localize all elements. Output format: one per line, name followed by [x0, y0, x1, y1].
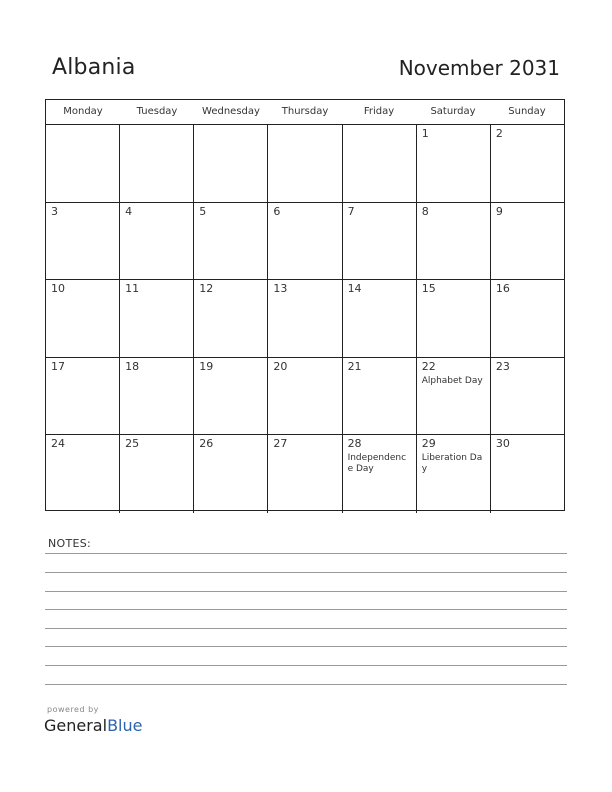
day-number: 23 — [495, 359, 510, 373]
brand-blue: Blue — [107, 716, 143, 735]
day-cell[interactable] — [194, 280, 268, 357]
day-cell[interactable] — [268, 435, 342, 513]
notes-line — [45, 628, 567, 629]
day-number: 25 — [125, 437, 140, 451]
day-cell[interactable] — [268, 280, 342, 357]
day-number: 21 — [347, 359, 362, 373]
brand-general: General — [44, 716, 108, 735]
notes-line — [45, 553, 567, 554]
day-number: 27 — [273, 437, 288, 451]
day-cell[interactable] — [194, 435, 268, 513]
day-cell[interactable] — [491, 203, 564, 280]
notes-label: NOTES: — [48, 537, 92, 550]
day-cell[interactable] — [491, 358, 564, 435]
weekday-label: Friday — [363, 106, 395, 117]
notes-line — [45, 609, 567, 610]
day-number: 3 — [51, 204, 58, 218]
day-cell[interactable] — [417, 280, 491, 357]
week-row — [46, 435, 564, 513]
day-number: 15 — [421, 282, 436, 296]
day-number: 9 — [495, 204, 503, 218]
day-cell[interactable] — [194, 203, 268, 280]
day-number: 12 — [199, 282, 214, 296]
day-cell[interactable] — [417, 125, 491, 202]
day-number: 16 — [495, 282, 510, 296]
day-number: 28 — [347, 437, 362, 451]
notes-line — [45, 572, 567, 573]
notes-line — [45, 591, 567, 592]
day-number: 8 — [421, 204, 429, 218]
day-cell[interactable] — [46, 203, 120, 280]
calendar-grid — [45, 99, 565, 511]
month-title: November 2031 — [398, 56, 560, 80]
day-cell[interactable] — [120, 280, 194, 357]
day-cell[interactable] — [46, 125, 120, 202]
holiday-label: Independence Day — [347, 453, 407, 475]
weekday-label: Monday — [63, 106, 103, 117]
day-cell[interactable] — [120, 203, 194, 280]
day-number: 10 — [51, 282, 65, 296]
day-number: 30 — [495, 437, 510, 451]
day-cell[interactable] — [417, 358, 491, 435]
day-number: 29 — [421, 437, 436, 451]
day-number: 24 — [51, 437, 65, 451]
weekday-label: Sunday — [508, 106, 546, 117]
day-number: 13 — [273, 282, 288, 296]
day-cell[interactable] — [491, 125, 564, 202]
day-cell[interactable] — [194, 125, 268, 202]
notes-line — [45, 684, 567, 685]
day-number: 6 — [273, 204, 281, 218]
day-cell[interactable] — [268, 203, 342, 280]
week-row — [46, 280, 564, 358]
week-row — [46, 125, 564, 203]
day-number: 19 — [199, 359, 214, 373]
day-cell[interactable] — [46, 358, 120, 435]
day-cell[interactable] — [46, 280, 120, 357]
day-number: 18 — [125, 359, 140, 373]
week-row — [46, 358, 564, 436]
weekday-label: Saturday — [430, 106, 476, 117]
day-cell[interactable] — [491, 435, 564, 513]
notes-line — [45, 665, 567, 666]
powered-by-text: powered by — [47, 705, 99, 714]
day-cell[interactable] — [491, 280, 564, 357]
day-cell[interactable] — [343, 280, 417, 357]
day-cell[interactable] — [343, 125, 417, 202]
day-cell[interactable] — [268, 125, 342, 202]
holiday-label: Liberation Day — [421, 453, 483, 475]
day-number: 11 — [125, 282, 140, 296]
weekday-header — [46, 100, 564, 125]
day-cell[interactable] — [417, 203, 491, 280]
weekday-label: Thursday — [281, 106, 329, 117]
day-number: 4 — [125, 204, 133, 218]
day-cell[interactable] — [343, 358, 417, 435]
day-cell[interactable] — [120, 435, 194, 513]
weekday-label: Wednesday — [202, 106, 260, 117]
day-cell[interactable] — [194, 358, 268, 435]
day-cell[interactable] — [343, 435, 417, 513]
day-number: 26 — [199, 437, 214, 451]
day-number: 22 — [421, 359, 436, 373]
day-number: 7 — [347, 204, 355, 218]
notes-line — [45, 646, 567, 647]
day-cell[interactable] — [268, 358, 342, 435]
day-cell[interactable] — [46, 435, 120, 513]
holiday-label: Alphabet Day — [421, 375, 483, 386]
day-cell[interactable] — [120, 358, 194, 435]
day-number: 14 — [347, 282, 362, 296]
brand-logo[interactable] — [44, 716, 142, 735]
day-number: 5 — [199, 204, 207, 218]
day-number: 2 — [495, 127, 503, 140]
day-cell[interactable] — [120, 125, 194, 202]
country-title: Albania — [52, 55, 136, 80]
weekday-label: Tuesday — [136, 106, 178, 117]
week-row — [46, 203, 564, 281]
day-number: 17 — [51, 359, 65, 373]
day-cell[interactable] — [343, 203, 417, 280]
day-number: 20 — [273, 359, 288, 373]
day-number: 1 — [421, 127, 429, 140]
day-cell[interactable] — [417, 435, 491, 513]
